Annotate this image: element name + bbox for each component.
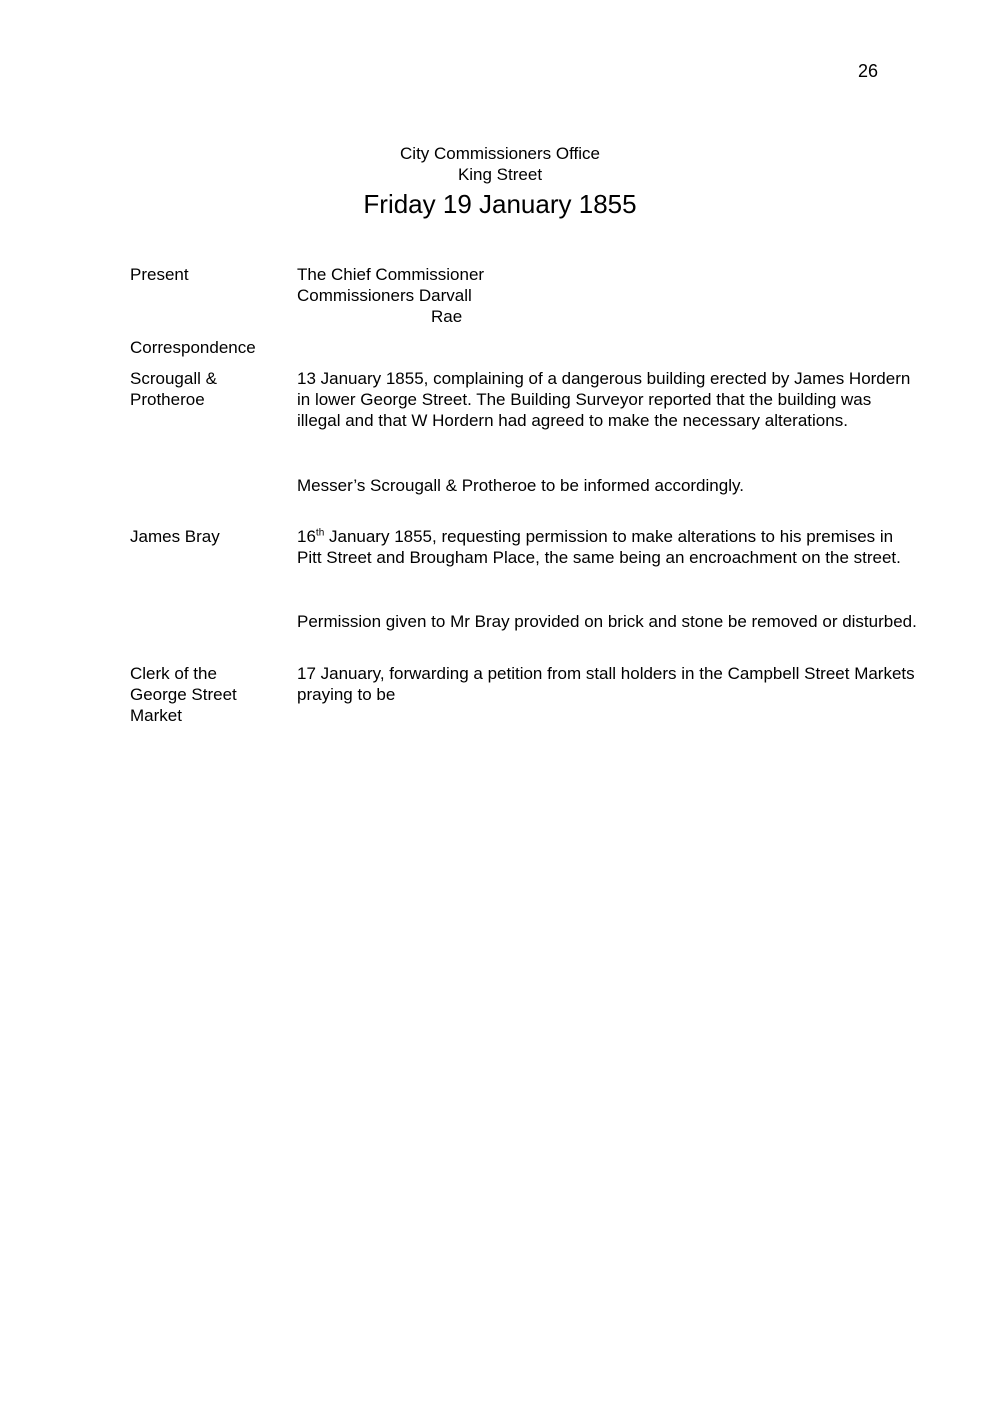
entry-label-line: George Street bbox=[130, 685, 237, 704]
entry-resolution: Permission given to Mr Bray provided on brick and stone be removed or disturbed. bbox=[297, 612, 917, 631]
entry-label-line: Clerk of the bbox=[130, 664, 217, 683]
entry-label-line: Market bbox=[130, 706, 182, 725]
present-member: The Chief Commissioner bbox=[297, 265, 485, 284]
entry-text: 17 January, forwarding a petition from stall holders in the Campbell Street Markets praying to be bbox=[297, 664, 915, 704]
meeting-header bbox=[0, 143, 1000, 221]
office-street: King Street bbox=[457, 165, 543, 184]
entry-text-ordinal: th bbox=[315, 527, 325, 539]
entry-text-rest: January 1855, requesting permission to make alterations to his premises in Pitt Street and Brougham Place, the same being an encroachment on the street. bbox=[297, 527, 901, 567]
meeting-date: Friday 19 January 1855 bbox=[363, 189, 637, 219]
entry-resolution: Messer’s Scrougall & Protheroe to be informed accordingly. bbox=[297, 476, 744, 495]
entry-label-line: Scrougall & bbox=[130, 369, 217, 388]
entry-label-line: Protheroe bbox=[130, 390, 205, 409]
entry-label bbox=[130, 663, 290, 726]
entry-text-day: 16 bbox=[297, 527, 316, 546]
page-number: 26 bbox=[857, 61, 878, 81]
present-list bbox=[297, 264, 917, 327]
present-member: Rae bbox=[431, 307, 463, 326]
present-label: Present bbox=[130, 265, 189, 284]
entry-label-line: James Bray bbox=[130, 527, 220, 546]
entry-label bbox=[130, 368, 290, 410]
present-member: Commissioners Darvall bbox=[297, 286, 472, 305]
entry-text bbox=[297, 526, 917, 568]
entry-text: 13 January 1855, complaining of a dangerous building erected by James Hordern in lower George Street. The Building Surveyor reported that the building was illegal and that W Hordern had agreed to make the necessary alterations. bbox=[297, 369, 911, 430]
entry-label bbox=[130, 526, 290, 547]
office-name: City Commissioners Office bbox=[400, 144, 600, 163]
correspondence-heading: Correspondence bbox=[130, 338, 256, 357]
